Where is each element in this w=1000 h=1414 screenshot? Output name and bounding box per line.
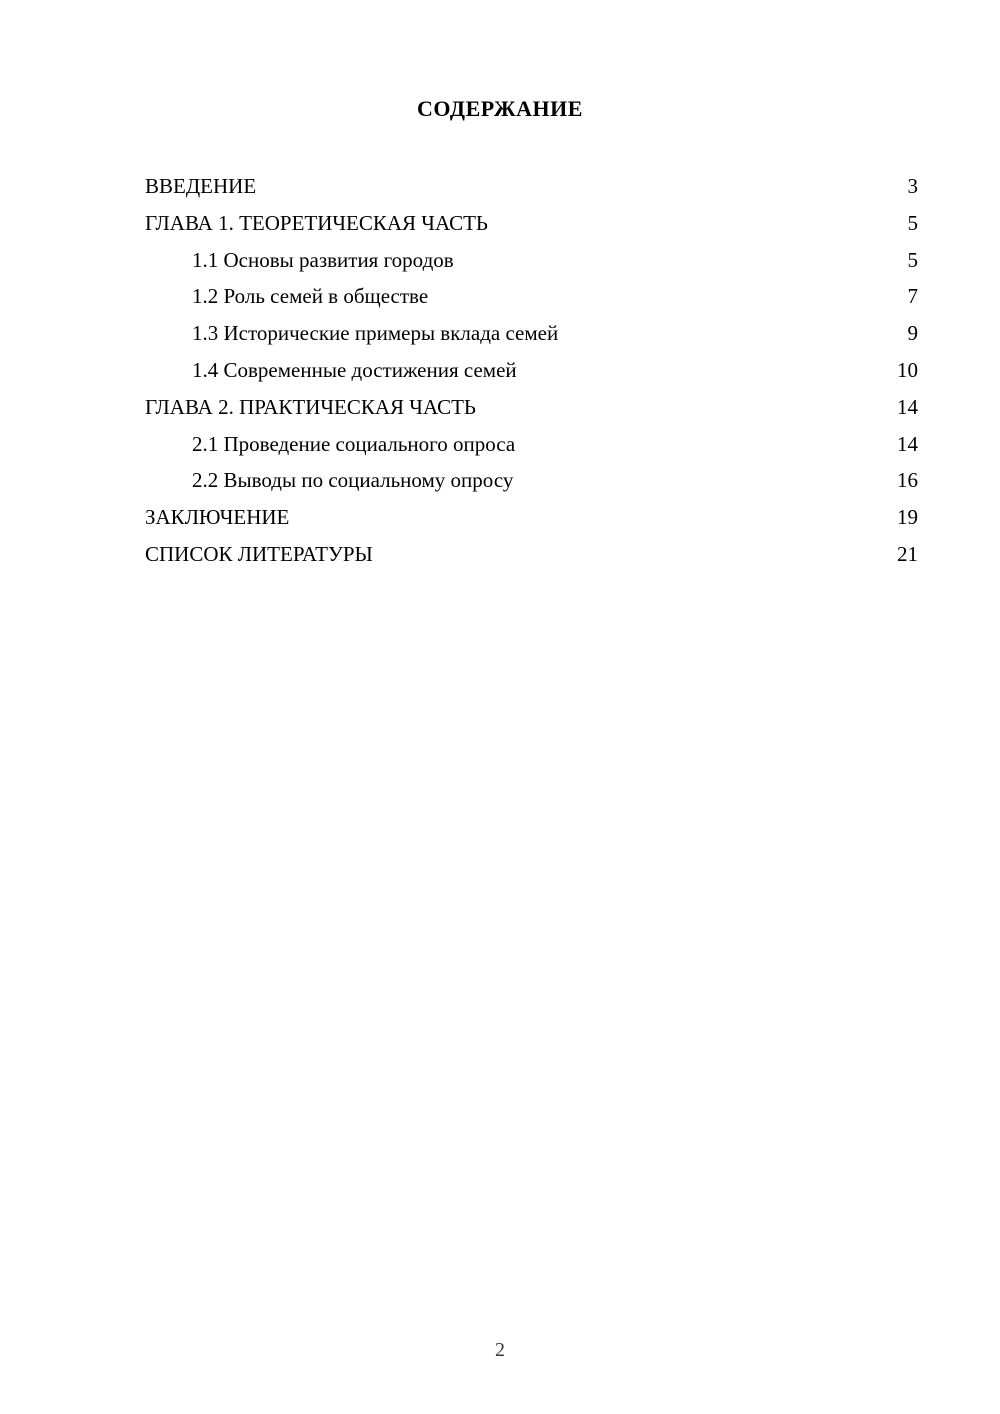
toc-entry-label: 1.4 Современные достижения семей	[192, 357, 517, 382]
toc-entry-page-number: 9	[907, 321, 918, 346]
toc-entry-page-number: 5	[907, 247, 918, 272]
toc-entry-label: ГЛАВА 1. ТЕОРЕТИЧЕСКАЯ ЧАСТЬ	[145, 210, 488, 235]
table-of-contents	[145, 168, 918, 573]
toc-entry-label: 2.2 Выводы по социальному опросу	[192, 468, 514, 493]
toc-entry-label: 1.2 Роль семей в обществе	[192, 284, 429, 309]
toc-row	[145, 278, 918, 315]
toc-entry-label: ЗАКЛЮЧЕНИЕ	[145, 505, 290, 530]
toc-entry-page-number: 14	[897, 431, 918, 456]
toc-entry-page-number: 19	[897, 505, 918, 530]
toc-row	[145, 426, 918, 463]
toc-row	[145, 205, 918, 242]
toc-entry-label: ВВЕДЕНИЕ	[145, 174, 257, 198]
toc-entry-page-number: 10	[897, 357, 918, 382]
toc-row	[145, 389, 918, 426]
toc-row	[145, 499, 918, 536]
toc-entry-label: СПИСОК ЛИТЕРАТУРЫ	[145, 541, 373, 566]
toc-entry-label: 1.1 Основы развития городов	[192, 247, 454, 272]
toc-entry-page-number: 16	[897, 468, 918, 493]
toc-row	[145, 536, 918, 573]
toc-row	[145, 462, 918, 499]
toc-entry-label: 1.3 Исторические примеры вклада семей	[192, 321, 559, 346]
toc-entry-label: ГЛАВА 2. ПРАКТИЧЕСКАЯ ЧАСТЬ	[145, 394, 476, 419]
toc-entry-page-number: 21	[897, 541, 918, 566]
toc-row	[145, 352, 918, 389]
toc-entry-page-number: 7	[907, 284, 918, 309]
toc-row	[145, 168, 918, 205]
toc-entry-label: 2.1 Проведение социального опроса	[192, 431, 516, 456]
page-number: 2	[495, 1339, 505, 1361]
toc-row	[145, 242, 918, 279]
toc-entry-page-number: 14	[897, 394, 918, 419]
toc-entry-page-number: 3	[907, 174, 918, 198]
page-title: СОДЕРЖАНИЕ	[417, 96, 583, 121]
toc-entry-page-number: 5	[907, 210, 918, 235]
toc-row	[145, 315, 918, 352]
